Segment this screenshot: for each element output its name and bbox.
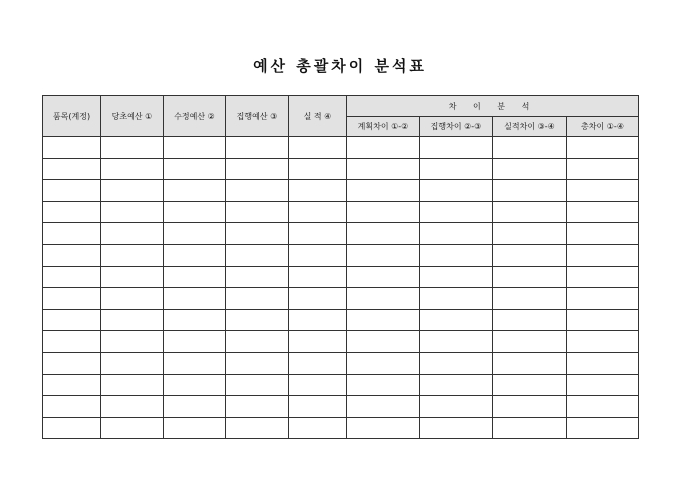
header-initial-budget: 당초예산 ① [101,96,164,137]
table-cell[interactable] [43,331,101,353]
header-execution-variance: 집행차이 ②-③ [420,117,493,137]
table-cell[interactable] [164,266,226,288]
table-cell[interactable] [43,417,101,439]
table-cell[interactable] [493,158,567,180]
table-cell[interactable] [420,223,493,245]
table-cell[interactable] [226,180,289,202]
table-cell[interactable] [101,158,164,180]
table-cell[interactable] [43,158,101,180]
table-cell[interactable] [347,223,420,245]
table-cell[interactable] [493,223,567,245]
table-cell[interactable] [43,309,101,331]
table-cell[interactable] [164,201,226,223]
table-row [43,352,639,374]
table-cell[interactable] [289,309,347,331]
table-cell[interactable] [347,137,420,159]
table-cell[interactable] [101,396,164,418]
table-cell[interactable] [347,417,420,439]
table-cell[interactable] [493,417,567,439]
table-cell[interactable] [347,244,420,266]
table-cell[interactable] [493,137,567,159]
table-cell[interactable] [289,266,347,288]
table-cell[interactable] [493,201,567,223]
table-cell[interactable] [43,201,101,223]
header-actual: 실 적 ④ [289,96,347,137]
table-cell[interactable] [43,180,101,202]
table-cell[interactable] [567,309,639,331]
header-total-variance: 총차이 ①-④ [567,117,639,137]
table-cell[interactable] [164,352,226,374]
table-cell[interactable] [567,374,639,396]
table-cell[interactable] [347,288,420,310]
table-cell[interactable] [493,180,567,202]
table-cell[interactable] [43,266,101,288]
table-cell[interactable] [43,244,101,266]
table-cell[interactable] [164,374,226,396]
header-revised-budget: 수정예산 ② [164,96,226,137]
table-cell[interactable] [420,309,493,331]
table-cell[interactable] [493,396,567,418]
table-cell[interactable] [289,331,347,353]
table-cell[interactable] [226,352,289,374]
table-cell[interactable] [347,180,420,202]
table-cell[interactable] [101,309,164,331]
header-item: 품목(계정) [43,96,101,137]
table-row [43,223,639,245]
table-cell[interactable] [289,396,347,418]
table-cell[interactable] [420,331,493,353]
table-cell[interactable] [226,331,289,353]
table-cell[interactable] [493,331,567,353]
table-body [43,137,639,439]
table-cell[interactable] [164,331,226,353]
table-cell[interactable] [347,352,420,374]
table-cell[interactable] [101,288,164,310]
table-cell[interactable] [420,288,493,310]
table-cell[interactable] [289,180,347,202]
table-row [43,180,639,202]
table-cell[interactable] [226,223,289,245]
table-cell[interactable] [347,396,420,418]
table-cell[interactable] [101,266,164,288]
table-cell[interactable] [226,266,289,288]
table-cell[interactable] [164,180,226,202]
table-cell[interactable] [226,288,289,310]
table-cell[interactable] [43,374,101,396]
table-cell[interactable] [493,309,567,331]
table-cell[interactable] [226,417,289,439]
table-cell[interactable] [226,396,289,418]
table-cell[interactable] [567,244,639,266]
table-cell[interactable] [226,137,289,159]
table-cell[interactable] [226,309,289,331]
table-cell[interactable] [289,201,347,223]
table-cell[interactable] [43,223,101,245]
table-cell[interactable] [567,396,639,418]
table-cell[interactable] [164,158,226,180]
table-row [43,331,639,353]
table-cell[interactable] [289,244,347,266]
table-cell[interactable] [226,201,289,223]
table-cell[interactable] [347,201,420,223]
table-row [43,137,639,159]
table-cell[interactable] [101,137,164,159]
table-cell[interactable] [289,137,347,159]
table-cell[interactable] [420,158,493,180]
table-cell[interactable] [420,137,493,159]
table-cell[interactable] [289,352,347,374]
table-cell[interactable] [420,374,493,396]
table-cell[interactable] [347,331,420,353]
table-cell[interactable] [226,158,289,180]
table-cell[interactable] [420,201,493,223]
table-cell[interactable] [164,137,226,159]
table-cell[interactable] [164,417,226,439]
budget-variance-table [42,95,639,439]
table-cell[interactable] [289,374,347,396]
table-cell[interactable] [420,266,493,288]
table-cell[interactable] [164,309,226,331]
table-cell[interactable] [164,396,226,418]
table-cell[interactable] [493,266,567,288]
table-cell[interactable] [164,288,226,310]
header-actual-variance: 실적차이 ③-④ [493,117,567,137]
table-cell[interactable] [43,137,101,159]
table-cell[interactable] [493,244,567,266]
table-cell[interactable] [567,180,639,202]
table-cell[interactable] [567,266,639,288]
table-cell[interactable] [493,288,567,310]
table-cell[interactable] [289,417,347,439]
table-row [43,417,639,439]
table-cell[interactable] [101,201,164,223]
table-cell[interactable] [101,374,164,396]
table-cell[interactable] [420,396,493,418]
table-cell[interactable] [420,244,493,266]
table-cell[interactable] [567,137,639,159]
table-row [43,158,639,180]
table-cell[interactable] [567,223,639,245]
table-cell[interactable] [101,352,164,374]
table-cell[interactable] [567,201,639,223]
table-cell[interactable] [289,223,347,245]
table-cell[interactable] [289,158,347,180]
table-cell[interactable] [289,288,347,310]
header-execution-budget: 집행예산 ③ [226,96,289,137]
table-cell[interactable] [567,331,639,353]
table-cell[interactable] [226,374,289,396]
page-title: 예산 총괄차이 분석표 [253,57,427,75]
table-cell[interactable] [101,244,164,266]
table-cell[interactable] [493,374,567,396]
table-cell[interactable] [347,266,420,288]
table-row [43,201,639,223]
table-cell[interactable] [347,309,420,331]
table-cell[interactable] [420,352,493,374]
table-cell[interactable] [420,417,493,439]
table-row [43,374,639,396]
table-cell[interactable] [420,180,493,202]
table-cell[interactable] [347,374,420,396]
header-variance-analysis: 차 이 분 석 [347,96,639,117]
table-cell[interactable] [43,352,101,374]
table-row [43,244,639,266]
table-cell[interactable] [101,223,164,245]
table-cell[interactable] [493,352,567,374]
header-plan-variance: 계획차이 ①-② [347,117,420,137]
table-cell[interactable] [567,158,639,180]
table-cell[interactable] [347,158,420,180]
table-cell[interactable] [43,396,101,418]
table-cell[interactable] [164,223,226,245]
table-cell[interactable] [43,288,101,310]
table-cell[interactable] [101,417,164,439]
table-row [43,266,639,288]
table-row [43,309,639,331]
table-cell[interactable] [101,180,164,202]
table-cell[interactable] [567,288,639,310]
table-cell[interactable] [567,417,639,439]
table-cell[interactable] [164,244,226,266]
table-row [43,288,639,310]
table-row [43,396,639,418]
table-cell[interactable] [101,331,164,353]
table-cell[interactable] [226,244,289,266]
table-cell[interactable] [567,352,639,374]
